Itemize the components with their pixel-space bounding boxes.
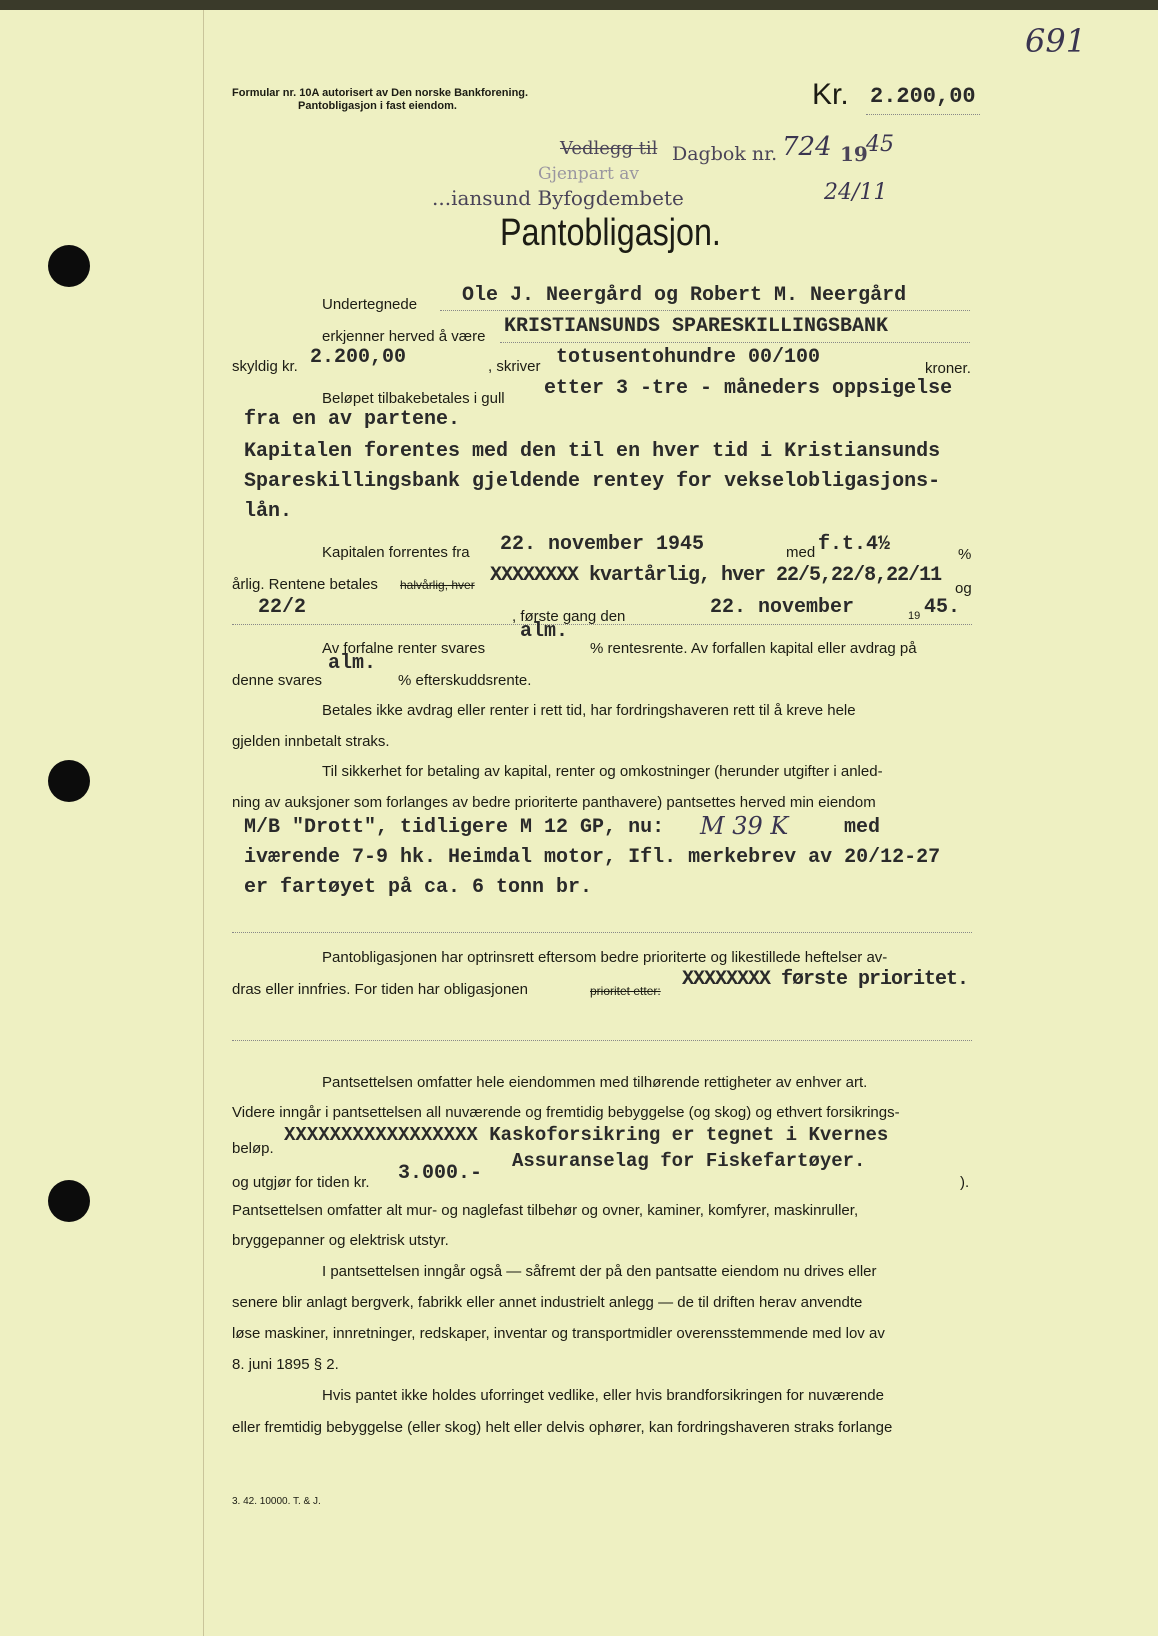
field-value: XXXXXXXX kvartårlig, hver 22/5,22/8,22/11 [490, 564, 942, 587]
text-line: Pantsettelsen omfatter alt mur- og naglefast tilbehør og ovner, kaminer, komfyrer, maskinruller, [232, 1202, 859, 1219]
field-value: f.t.4½ [818, 533, 891, 556]
punch-hole [48, 1180, 90, 1222]
field-value: etter 3 -tre - måneders oppsigelse [544, 377, 953, 400]
stamp-vedlegg: Vedlegg til [560, 138, 658, 159]
struck-text: halvårlig, hver [400, 578, 475, 592]
punch-hole [48, 760, 90, 802]
field-value: 2.200,00 [310, 346, 407, 369]
field-label: Av forfalne renter svares [322, 640, 486, 657]
field-label: denne svares [232, 672, 323, 689]
field-label: Kapitalen forrentes fra [322, 544, 470, 561]
amount-value: 2.200,00 [870, 84, 976, 109]
text-line: dras eller innfries. For tiden har obligasjonen [232, 981, 528, 998]
field-value: totusentohundre 00/100 [556, 346, 821, 369]
text-line: Videre inngår i pantsettelsen all nuværende og fremtidig bebyggelse (og skog) og ethvert forsikrings- [232, 1104, 900, 1121]
field-value: 22. november [710, 596, 855, 619]
field-label: kroner. [925, 360, 971, 377]
text-line: eller fremtidig bebyggelse (eller skog) helt eller delvis ophører, kan fordringshaveren straks forlange [232, 1419, 893, 1436]
field-value: alm. [520, 620, 569, 643]
field-label: , første gang den [512, 608, 626, 625]
field-value: fra en av partene. [244, 408, 461, 431]
print-code: 3. 42. 10000. T. & J. [232, 1496, 321, 1507]
field-label: % [958, 546, 972, 563]
property-text: er fartøyet på ca. 6 tonn br. [244, 876, 593, 899]
field-label: % rentesrente. Av forfallen kapital eller avdrag på [590, 640, 917, 657]
property-text: med [844, 816, 881, 839]
text-line: Til sikkerhet for betaling av kapital, renter og omkostninger (herunder utgifter i anled- [322, 763, 883, 780]
property-text: M/B "Drott", tidligere M 12 GP, nu: [244, 816, 665, 839]
field-value: 22/2 [258, 596, 307, 619]
text-line: bryggepanner og elektrisk utstyr. [232, 1232, 449, 1249]
text-line: Pantsettelsen omfatter hele eiendommen med tilhørende rettigheter av enhver art. [322, 1074, 868, 1091]
field-value: lån. [244, 500, 293, 523]
stamp-dagbok: Dagbok nr. [672, 143, 778, 165]
field-value: alm. [328, 652, 377, 675]
scan-edge [0, 0, 1158, 10]
field-label: årlig. Rentene betales [232, 576, 378, 593]
year-suffix: 45 [866, 132, 894, 157]
stamp-date: 24/11 [824, 180, 888, 205]
struck-text: prioritet etter: [590, 984, 661, 998]
field-value: Kapitalen forentes med den til en hver tid i Kristiansunds [244, 440, 941, 463]
text-line: og utgjør for tiden kr. [232, 1174, 370, 1191]
text-line: ). [960, 1174, 970, 1191]
page-number: 691 [1025, 22, 1087, 60]
stamp-gjenpart: Gjenpart av [538, 164, 639, 184]
page-title: Pantobligasjon. [500, 212, 721, 254]
insurance-amount: 3.000.- [398, 1162, 483, 1185]
form-note: Pantobligasjon i fast eiendom. [298, 100, 457, 112]
field-label: 19 [908, 610, 921, 622]
field-value: Ole J. Neergård og Robert M. Neergård [462, 284, 907, 307]
field-label: med [786, 544, 816, 561]
property-text: iværende 7-9 hk. Heimdal motor, Ifl. merkebrev av 20/12-27 [244, 846, 941, 869]
field-label: , skriver [488, 358, 541, 375]
field-value: Spareskillingsbank gjeldende rentey for vekselobligasjons- [244, 470, 941, 493]
priority-text: XXXXXXXX første prioritet. [682, 968, 969, 991]
stamp-office: ...iansund Byfogdembete [432, 186, 684, 210]
text-line: ning av auksjoner som forlanges av bedre prioriterte panthavere) pantsettes herved min eiendom [232, 794, 876, 811]
punch-hole [48, 245, 90, 287]
field-label: % efterskuddsrente. [398, 672, 532, 689]
field-label: Undertegnede [322, 296, 418, 313]
field-label: og [955, 580, 972, 597]
dagbok-number: 724 [782, 132, 832, 162]
text-line: 8. juni 1895 § 2. [232, 1356, 339, 1373]
insurance-text: Assuranselag for Fiskefartøyer. [512, 1150, 866, 1172]
insurance-text: XXXXXXXXXXXXXXXXX Kaskoforsikring er tegnet i Kvernes [284, 1124, 889, 1146]
form-note: Formular nr. 10A autorisert av Den norske Bankforening. [232, 87, 529, 99]
text-line: Betales ikke avdrag eller renter i rett tid, har fordringshaveren rett til å kreve hele [322, 702, 856, 719]
field-value: KRISTIANSUNDS SPARESKILLINGSBANK [504, 315, 889, 338]
field-value: 45. [924, 596, 961, 619]
field-label: Beløpet tilbakebetales i gull [322, 390, 505, 407]
field-label: skyldig kr. [232, 358, 298, 375]
amount-label: Kr. [812, 78, 849, 111]
text-line: Hvis pantet ikke holdes uforringet vedlike, eller hvis brandforsikringen for nuværende [322, 1387, 884, 1404]
text-line: løse maskiner, innretninger, redskaper, inventar og transportmidler overensstemmende med lov av [232, 1325, 885, 1342]
handwritten-reg: M 39 K [700, 812, 789, 840]
year-prefix: 19 [840, 142, 868, 166]
field-label: erkjenner herved å være [322, 328, 486, 345]
text-line: I pantsettelsen inngår også — såfremt der på den pantsatte eiendom nu drives eller [322, 1263, 877, 1280]
text-line: senere blir anlagt bergverk, fabrikk eller annet industrielt anlegg — de til driften herav anvendte [232, 1294, 863, 1311]
field-value: 22. november 1945 [500, 533, 705, 556]
text-line: Pantobligasjonen har optrinsrett eftersom bedre prioriterte og likestillede heftelser av- [322, 949, 888, 966]
text-line: gjelden innbetalt straks. [232, 733, 390, 750]
text-line: beløp. [232, 1140, 274, 1157]
margin-line [203, 10, 204, 1636]
